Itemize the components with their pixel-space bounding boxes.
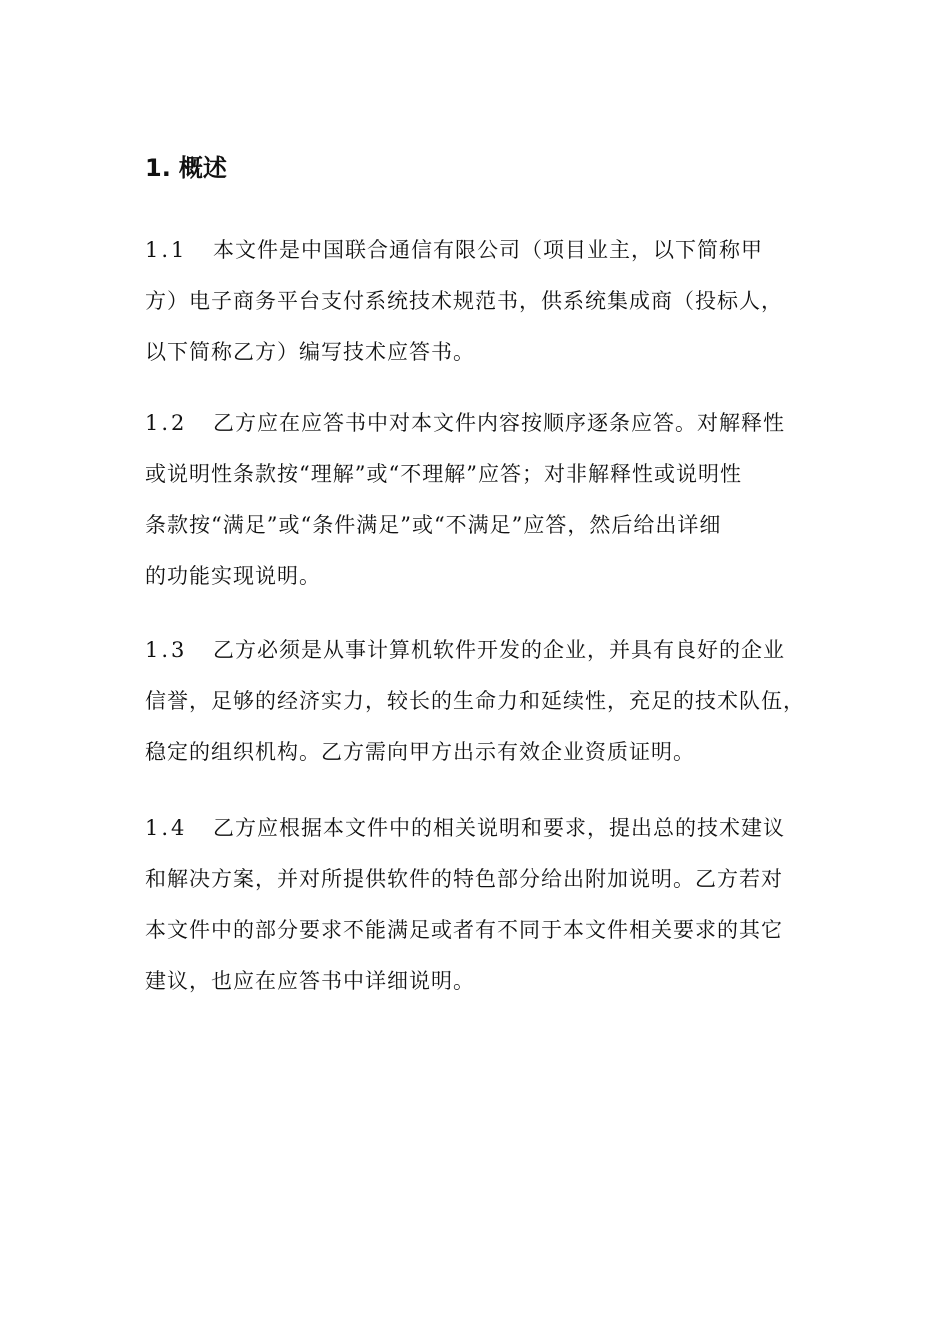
clause-1-1: [145, 225, 783, 378]
clause-number: 1.2: [145, 411, 188, 435]
clause-number: 1.3: [145, 638, 188, 662]
clause-1-2: [145, 398, 785, 602]
clause-text: 本文件是中国联合通信有限公司（项目业主，以下简称甲: [213, 238, 763, 262]
clause-line: 本文件中的部分要求不能满足或者有不同于本文件相关要求的其它: [145, 918, 783, 942]
clause-text: 乙方应根据本文件中的相关说明和要求，提出总的技术建议: [213, 816, 785, 840]
clause-line: 或说明性条款按“理解”或“不理解”应答；对非解释性或说明性: [145, 462, 742, 486]
clause-line: 和解决方案，并对所提供软件的特色部分给出附加说明。乙方若对: [145, 867, 783, 891]
clause-1-4: [145, 803, 785, 1007]
section-title: 概述: [178, 154, 227, 182]
clause-number: 1.1: [145, 238, 188, 262]
section-heading: [145, 150, 227, 186]
clause-number: 1.4: [145, 816, 188, 840]
clause-line: 稳定的组织机构。乙方需向甲方出示有效企业资质证明。: [145, 740, 695, 764]
clause-line: [145, 225, 783, 276]
clause-line: 方）电子商务平台支付系统技术规范书，供系统集成商（投标人，: [145, 289, 783, 313]
clause-line: [145, 625, 805, 676]
section-number: 1.: [145, 154, 171, 182]
clause-line: 建议，也应在应答书中详细说明。: [145, 969, 475, 993]
clause-line: 的功能实现说明。: [145, 564, 321, 588]
clause-line: 信誉，足够的经济实力，较长的生命力和延续性，充足的技术队伍，: [145, 689, 805, 713]
clause-line: 条款按“满足”或“条件满足”或“不满足”应答，然后给出详细: [145, 513, 722, 537]
clause-text: 乙方应在应答书中对本文件内容按顺序逐条应答。对解释性: [213, 411, 785, 435]
clause-text: 乙方必须是从事计算机软件开发的企业，并具有良好的企业: [213, 638, 785, 662]
clause-line: 以下简称乙方）编写技术应答书。: [145, 340, 475, 364]
clause-1-3: [145, 625, 805, 778]
clause-line: [145, 398, 785, 449]
clause-line: [145, 803, 785, 854]
